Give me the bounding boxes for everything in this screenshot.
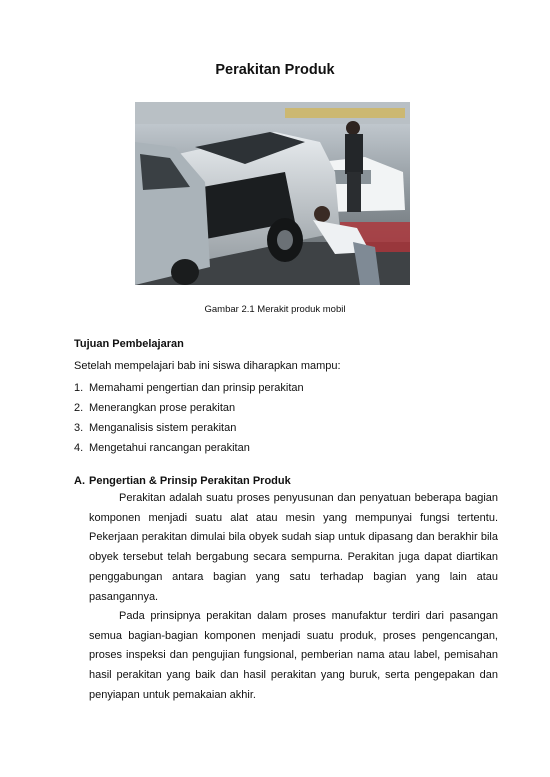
objectives-list	[74, 378, 304, 458]
section-letter: A.	[74, 475, 85, 487]
paragraph-principle: Pada prinsipnya perakitan dalam proses manufaktur terdiri dari pasangan semua bagian-bagian komponen menjadi suatu produk, proses pengencangan, proses inspeksi dan pengujian fungsional, pemberian nama atau label, pemisahan hasil perakitan yang baik dan hasil perakitan yang buruk, serta pengepakan dan penyiapan untuk pemakaian akhir.	[89, 610, 498, 701]
car-assembly-illustration	[135, 102, 410, 285]
figure-caption: Gambar 2.1 Merakit produk mobil	[204, 304, 346, 315]
list-item	[74, 418, 304, 438]
list-number: 1.	[74, 382, 84, 394]
list-text: Mengetahui rancangan perakitan	[89, 442, 250, 454]
list-text: Menganalisis sistem perakitan	[89, 422, 237, 434]
list-number: 4.	[74, 442, 84, 454]
objectives-intro: Setelah mempelajari bab ini siswa diharapkan mampu:	[74, 360, 341, 372]
car-assembly-photo	[135, 102, 410, 285]
paragraph-definition: Perakitan adalah suatu proses penyusunan dan penyatuan beberapa bagian komponen menjadi suatu alat atau mesin yang mempunyai fungsi tertentu. Pekerjaan perakitan dimulai bila obyek sudah siap untuk dipasang dan berakhir bila obyek tersebut telah bergabung secara sempurna. Perakitan juga dapat diartikan penggabungan antara bagian yang satu terhadap bagian yang lain atau pasangannya.	[89, 492, 498, 603]
page-title: Perakitan Produk	[215, 62, 335, 78]
list-item	[74, 378, 304, 398]
list-item	[74, 398, 304, 418]
section-title: Pengertian & Prinsip Perakitan Produk	[89, 475, 291, 487]
section-a-heading	[74, 475, 291, 487]
list-number: 2.	[74, 402, 84, 414]
list-text: Menerangkan prose perakitan	[89, 402, 236, 414]
objectives-heading: Tujuan Pembelajaran	[74, 338, 184, 350]
list-number: 3.	[74, 422, 84, 434]
list-item	[74, 438, 304, 458]
list-text: Memahami pengertian dan prinsip perakitan	[89, 382, 304, 394]
